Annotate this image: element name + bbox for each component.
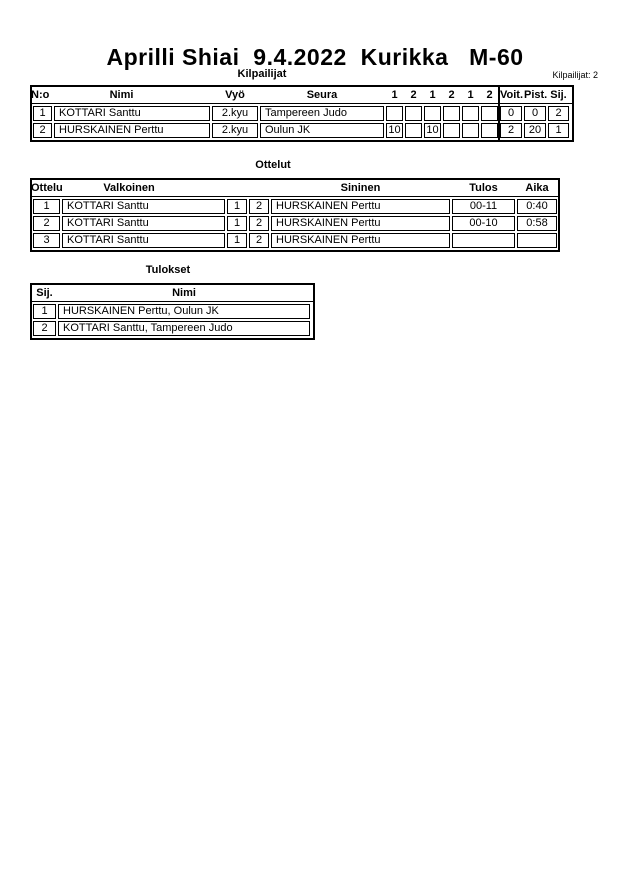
match-number-cell: 1 — [33, 199, 60, 214]
time-cell: 0:58 — [517, 216, 557, 231]
col-header-wins: Voit. — [500, 89, 524, 101]
col-header-time: Aika — [525, 182, 549, 194]
score-cell — [405, 106, 422, 121]
placement-cell: 1 — [548, 123, 569, 138]
col-header-score-6: 2 — [486, 89, 493, 101]
time-cell — [517, 233, 557, 248]
table-row — [32, 123, 572, 138]
results-table — [30, 283, 315, 340]
blue-name-cell: HURSKAINEN Perttu — [271, 199, 450, 214]
result-name-cell: KOTTARI Santtu, Tampereen Judo — [58, 321, 310, 336]
col-header-score-4: 2 — [448, 89, 455, 101]
competitor-club-cell: Tampereen Judo — [260, 106, 384, 121]
table-row — [32, 199, 558, 214]
score-cell — [424, 106, 441, 121]
competitor-number-cell: 1 — [33, 106, 52, 121]
col-header-blue: Sininen — [340, 182, 381, 194]
col-header-points: Pist. — [524, 89, 548, 101]
col-header-score-2: 2 — [410, 89, 417, 101]
col-header-club: Seura — [306, 89, 338, 101]
col-header-number: N:o — [31, 89, 50, 101]
matches-table — [30, 178, 560, 252]
col-header-name: Nimi — [172, 287, 196, 299]
result-name-cell: HURSKAINEN Perttu, Oulun JK — [58, 304, 310, 319]
match-number-cell: 2 — [33, 216, 60, 231]
placement-cell: 2 — [33, 321, 56, 336]
competitors-heading: Kilpailijat — [237, 68, 287, 80]
table-row — [32, 321, 313, 336]
score-cell — [443, 106, 460, 121]
white-name-cell: KOTTARI Santtu — [62, 233, 225, 248]
time-cell: 0:40 — [517, 199, 557, 214]
results-heading: Tulokset — [145, 264, 191, 276]
competitor-number-cell: 2 — [33, 123, 52, 138]
col-header-placement: Sij. — [36, 287, 53, 299]
matches-table-header — [32, 180, 558, 197]
white-name-cell: KOTTARI Santtu — [62, 199, 225, 214]
white-name-cell: KOTTARI Santtu — [62, 216, 225, 231]
col-header-score-1: 1 — [391, 89, 398, 101]
score-cell — [405, 123, 422, 138]
competitors-table-header — [32, 87, 572, 104]
points-cell: 0 — [524, 106, 546, 121]
blue-name-cell: HURSKAINEN Perttu — [271, 216, 450, 231]
summary-section-divider — [498, 87, 500, 140]
score-cell — [481, 123, 498, 138]
table-row — [32, 106, 572, 121]
competitor-club-cell: Oulun JK — [260, 123, 384, 138]
competitors-count-label: Kilpailijat: 2 — [552, 70, 598, 80]
wins-cell: 2 — [500, 123, 522, 138]
competitor-belt-cell: 2.kyu — [212, 123, 258, 138]
blue-number-cell: 2 — [249, 233, 269, 248]
placement-cell: 1 — [33, 304, 56, 319]
competitor-name-cell: HURSKAINEN Perttu — [54, 123, 210, 138]
score-cell: 10 — [386, 123, 403, 138]
score-cell — [386, 106, 403, 121]
col-header-score-5: 1 — [467, 89, 474, 101]
matches-heading: Ottelut — [255, 159, 291, 171]
white-number-cell: 1 — [227, 216, 247, 231]
col-header-match-number: Ottelu — [31, 182, 63, 194]
competitors-table — [30, 85, 574, 142]
white-number-cell: 1 — [227, 199, 247, 214]
results-table-header — [32, 285, 313, 302]
competitor-belt-cell: 2.kyu — [212, 106, 258, 121]
score-cell — [462, 106, 479, 121]
blue-number-cell: 2 — [249, 216, 269, 231]
blue-number-cell: 2 — [249, 199, 269, 214]
score-cell — [462, 123, 479, 138]
col-header-name: Nimi — [109, 89, 134, 101]
result-cell — [452, 233, 515, 248]
result-cell: 00-11 — [452, 199, 515, 214]
blue-name-cell: HURSKAINEN Perttu — [271, 233, 450, 248]
col-header-white: Valkoinen — [103, 182, 155, 194]
points-cell: 20 — [524, 123, 546, 138]
table-row — [32, 304, 313, 319]
score-cell — [443, 123, 460, 138]
white-number-cell: 1 — [227, 233, 247, 248]
table-row — [32, 216, 558, 231]
col-header-belt: Vyö — [225, 89, 245, 101]
placement-cell: 2 — [548, 106, 569, 121]
wins-cell: 0 — [500, 106, 522, 121]
competitor-name-cell: KOTTARI Santtu — [54, 106, 210, 121]
score-cell — [481, 106, 498, 121]
score-cell: 10 — [424, 123, 441, 138]
col-header-score-3: 1 — [429, 89, 436, 101]
table-row — [32, 233, 558, 248]
col-header-placement: Sij. — [550, 89, 567, 101]
col-header-result: Tulos — [469, 182, 498, 194]
result-cell: 00-10 — [452, 216, 515, 231]
page-title: Aprilli Shiai 9.4.2022 Kurikka M-60 — [106, 44, 524, 70]
match-number-cell: 3 — [33, 233, 60, 248]
